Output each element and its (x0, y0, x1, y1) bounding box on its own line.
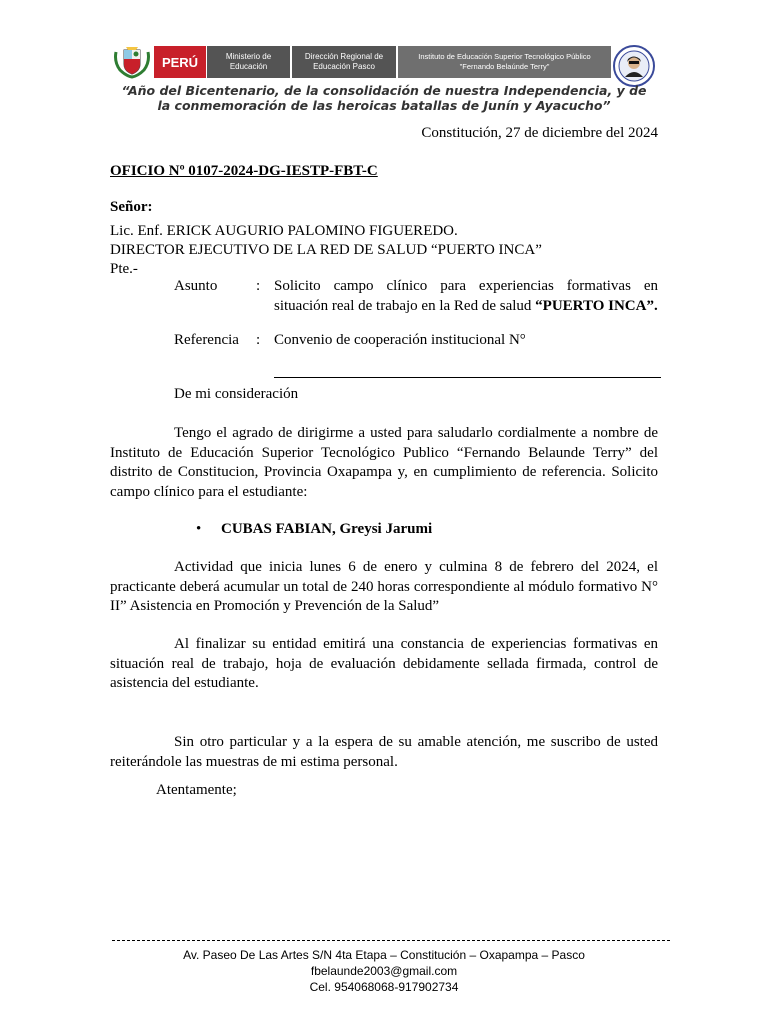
ministry-line-1: Ministerio de (225, 52, 272, 61)
referencia-underline (274, 377, 661, 378)
footer-address: Av. Paseo De Las Artes S/N 4ta Etapa – Constitución – Oxapampa – Pasco (183, 948, 585, 962)
referencia-colon: : (256, 332, 261, 348)
ministry-line-2: Educación (229, 62, 268, 71)
ministry-logo (207, 46, 290, 78)
paragraph-4 (110, 733, 658, 772)
paragraph-3 (110, 635, 658, 694)
footer-divider (112, 940, 670, 941)
pte-label: Pte.- (110, 261, 138, 277)
student-name: CUBAS FABIAN, Greysi Jarumi (221, 521, 433, 537)
paragraph-1-text: Tengo el agrado de dirigirme a usted para saludarlo cordialmente a nombre de Instituto de Educación Superior Tecnológico Publico “Fernando Belaunde Terry” del distrito de Constitucion, Provincia Oxapampa y, en cumplimiento de referencia. Solicito campo clínico para el estudiante: (110, 425, 658, 500)
regional-directorate-logo (292, 46, 396, 78)
regional-line-2: Educación Pasco (313, 62, 375, 71)
consideration: De mi consideración (174, 386, 299, 402)
institute-seal-icon (612, 44, 656, 88)
asunto-text (274, 277, 658, 316)
closing: Atentamente; (156, 782, 237, 798)
asunto-body: Solicito campo clínico para experiencias formativas en situación real de trabajo en la Red de salud (274, 278, 658, 314)
referencia-label: Referencia (174, 332, 239, 348)
asunto-bold: “PUERTO INCA”. (535, 297, 658, 314)
paragraph-1 (110, 424, 658, 502)
footer (110, 947, 658, 995)
footer-email: fbelaunde2003@gmail.com (310, 964, 458, 978)
peru-logo: PERÚ (154, 46, 206, 78)
paragraph-2 (110, 558, 658, 617)
asunto-label: Asunto (174, 278, 218, 294)
coat-of-arms-icon (112, 44, 152, 80)
recipient-title: DIRECTOR EJECUTIVO DE LA RED DE SALUD “PUERTO INCA” (110, 242, 542, 258)
year-slogan (106, 83, 662, 113)
salutation: Señor: (110, 199, 153, 215)
slogan-line-2: la conmemoración de las heroicas batallas de Junín y Ayacucho” (157, 98, 611, 113)
referencia-text: Convenio de cooperación institucional N° (274, 332, 526, 348)
bullet-icon: • (196, 521, 202, 537)
paragraph-3-text: Al finalizar su entidad emitirá una constancia de experiencias formativas en situación real de trabajo, hoja de evaluación debidamente sellada firmada, control de asistencia del estudiante. (110, 636, 658, 691)
recipient-name: Lic. Enf. ERICK AUGURIO PALOMINO FIGUEREDO. (110, 223, 458, 239)
footer-phone: Cel. 954068068-917902734 (309, 980, 459, 994)
paragraph-4-text: Sin otro particular y a la espera de su amable atención, me suscribo de usted reiterándole las muestras de mi estima personal. (110, 734, 658, 770)
asunto-colon: : (256, 278, 261, 294)
oficio-number: OFICIO Nº 0107-2024-DG-IESTP-FBT-C (110, 163, 378, 179)
regional-line-1: Dirección Regional de (304, 52, 384, 61)
institute-line-2: "Fernando Belaúnde Terry" (459, 62, 550, 71)
letter-date: Constitución, 27 de diciembre del 2024 (421, 125, 658, 141)
institute-line-1: Instituto de Educación Superior Tecnológico Público (418, 52, 591, 61)
slogan-line-1: “Año del Bicentenario, de la consolidación de nuestra Independencia, y de (121, 83, 647, 98)
paragraph-2-text: Actividad que inicia lunes 6 de enero y culmina 8 de febrero del 2024, el practicante deberá acumular un total de 240 horas correspondiente al módulo formativo N° II” Asistencia en Promoción y Prevención de la Salud” (110, 559, 658, 614)
institute-banner (398, 46, 611, 78)
